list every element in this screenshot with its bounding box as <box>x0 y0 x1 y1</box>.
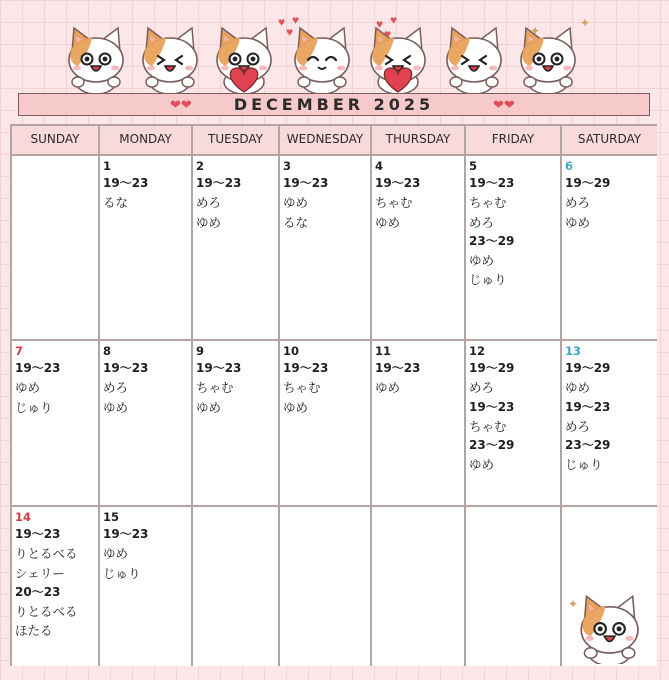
staff-name: ゆめ <box>469 253 495 269</box>
sparkle-icon: ✦ <box>580 16 591 30</box>
shift-time: 19〜23 <box>196 176 242 190</box>
empty-day-cell <box>372 507 464 666</box>
staff-name: ゆめ <box>469 457 495 473</box>
staff-name: じゅり <box>15 399 53 415</box>
staff-name: ゆめ <box>196 399 222 415</box>
day-cell <box>12 341 98 505</box>
sparkle-icon: ✦ <box>530 24 541 38</box>
staff-name: ゆめ <box>103 399 129 415</box>
shift-time: 19〜23 <box>375 176 421 190</box>
day-cell <box>372 341 464 505</box>
staff-name: ゆめ <box>565 214 591 230</box>
weekday-header-thursday: THURSDAY <box>372 126 464 154</box>
shift-time: 20〜23 <box>15 584 61 599</box>
cat-illustration-row <box>60 14 620 96</box>
day-number: 4 <box>375 159 384 173</box>
heart-icon: ♥ <box>376 17 384 31</box>
shift-time: 19〜23 <box>196 361 242 375</box>
day-cell <box>100 341 191 505</box>
heart-icon: ♥ <box>292 13 300 27</box>
staff-name: ゆめ <box>283 195 309 211</box>
heart-icon: ♥ <box>286 25 294 39</box>
day-number: 5 <box>469 159 478 173</box>
cat-icon <box>516 22 580 94</box>
shift-time: 23〜29 <box>565 438 611 453</box>
staff-name: めろ <box>103 380 129 396</box>
staff-name: りとるべる <box>15 546 78 562</box>
day-cell <box>562 156 657 339</box>
day-cell <box>100 507 191 666</box>
shift-time: 23〜29 <box>469 233 515 248</box>
day-cell <box>280 156 370 339</box>
staff-name: ちゃむ <box>375 195 413 211</box>
staff-name: ゆめ <box>15 380 41 396</box>
weekday-header-saturday: SATURDAY <box>562 126 657 154</box>
staff-name: じゅり <box>469 272 507 288</box>
staff-name: ゆめ <box>375 380 401 396</box>
weekday-header-friday: FRIDAY <box>466 126 560 154</box>
staff-name: ちゃむ <box>283 380 321 396</box>
staff-name: ゆめ <box>565 380 591 396</box>
empty-day-cell <box>280 507 370 666</box>
staff-name: ゆめ <box>103 546 129 562</box>
shift-time: 23〜29 <box>469 438 515 453</box>
month-banner <box>18 93 650 116</box>
shift-time: 19〜23 <box>565 399 611 414</box>
day-number: 13 <box>565 344 582 358</box>
shift-time: 19〜23 <box>103 527 149 541</box>
month-title: DECEMBER 2025 <box>233 95 435 114</box>
staff-name: ほたる <box>15 623 53 639</box>
staff-name: ちゃむ <box>469 418 507 434</box>
day-cell <box>12 507 98 666</box>
weekday-header-wednesday: WEDNESDAY <box>280 126 370 154</box>
shift-time: 19〜23 <box>469 399 515 414</box>
cat-icon <box>442 22 506 94</box>
cat-icon <box>64 22 128 94</box>
day-number: 8 <box>103 344 112 358</box>
staff-name: めろ <box>565 418 591 434</box>
day-cell <box>100 156 191 339</box>
heart-icon: ♥ <box>390 13 398 27</box>
shift-time: 19〜23 <box>283 176 329 190</box>
shift-time: 19〜23 <box>103 176 149 190</box>
staff-name: るな <box>283 214 309 230</box>
day-number: 2 <box>196 159 205 173</box>
day-number: 15 <box>103 510 120 524</box>
staff-name: めろ <box>565 195 591 211</box>
empty-day-cell <box>12 156 98 339</box>
cat-icon <box>290 22 354 94</box>
day-cell <box>466 341 560 505</box>
day-number: 3 <box>283 159 292 173</box>
empty-day-cell <box>466 507 560 666</box>
weekday-header-tuesday: TUESDAY <box>193 126 278 154</box>
cat-icon <box>212 22 276 94</box>
day-number: 1 <box>103 159 112 173</box>
day-number: 9 <box>196 344 205 358</box>
day-cell <box>193 156 278 339</box>
day-cell <box>372 156 464 339</box>
empty-day-cell <box>193 507 278 666</box>
staff-name: シェリー <box>15 565 65 581</box>
staff-name: めろ <box>469 214 495 230</box>
staff-name: ちゃむ <box>196 380 234 396</box>
cat-icon <box>138 22 202 94</box>
day-cell <box>466 156 560 339</box>
day-cell <box>280 341 370 505</box>
calendar-grid <box>10 124 657 666</box>
staff-name: じゅり <box>103 565 141 581</box>
shift-time: 19〜23 <box>283 361 329 375</box>
weekday-header-sunday: SUNDAY <box>12 126 98 154</box>
staff-name: ゆめ <box>375 214 401 230</box>
heart-icon: ♥ <box>278 15 286 29</box>
staff-name: めろ <box>469 380 495 396</box>
day-number: 14 <box>15 510 32 524</box>
day-number: 10 <box>283 344 300 358</box>
laughing-cat-illustration <box>566 586 648 664</box>
heart-icon: ❤❤ <box>170 97 192 112</box>
staff-name: りとるべる <box>15 604 78 620</box>
day-number: 12 <box>469 344 486 358</box>
day-number: 7 <box>15 344 24 358</box>
staff-name: ゆめ <box>196 214 222 230</box>
staff-name: めろ <box>196 195 222 211</box>
day-cell <box>193 341 278 505</box>
staff-name: るな <box>103 195 129 211</box>
weekday-header-monday: MONDAY <box>100 126 191 154</box>
shift-time: 19〜29 <box>565 176 611 190</box>
staff-name: じゅり <box>565 457 603 473</box>
shift-time: 19〜23 <box>103 361 149 375</box>
cat-icon <box>366 22 430 94</box>
day-cell <box>562 341 657 505</box>
day-number: 6 <box>565 159 574 173</box>
day-number: 11 <box>375 344 392 358</box>
staff-name: ちゃむ <box>469 195 507 211</box>
heart-icon: ❤❤ <box>493 97 515 112</box>
shift-time: 19〜29 <box>565 361 611 375</box>
shift-time: 19〜23 <box>15 527 61 541</box>
svg-text:✦: ✦ <box>568 597 579 611</box>
heart-icon: ♥ <box>384 27 392 41</box>
staff-name: ゆめ <box>283 399 309 415</box>
shift-time: 19〜23 <box>15 361 61 375</box>
shift-time: 19〜23 <box>375 361 421 375</box>
shift-time: 19〜23 <box>469 176 515 190</box>
shift-time: 19〜29 <box>469 361 515 375</box>
